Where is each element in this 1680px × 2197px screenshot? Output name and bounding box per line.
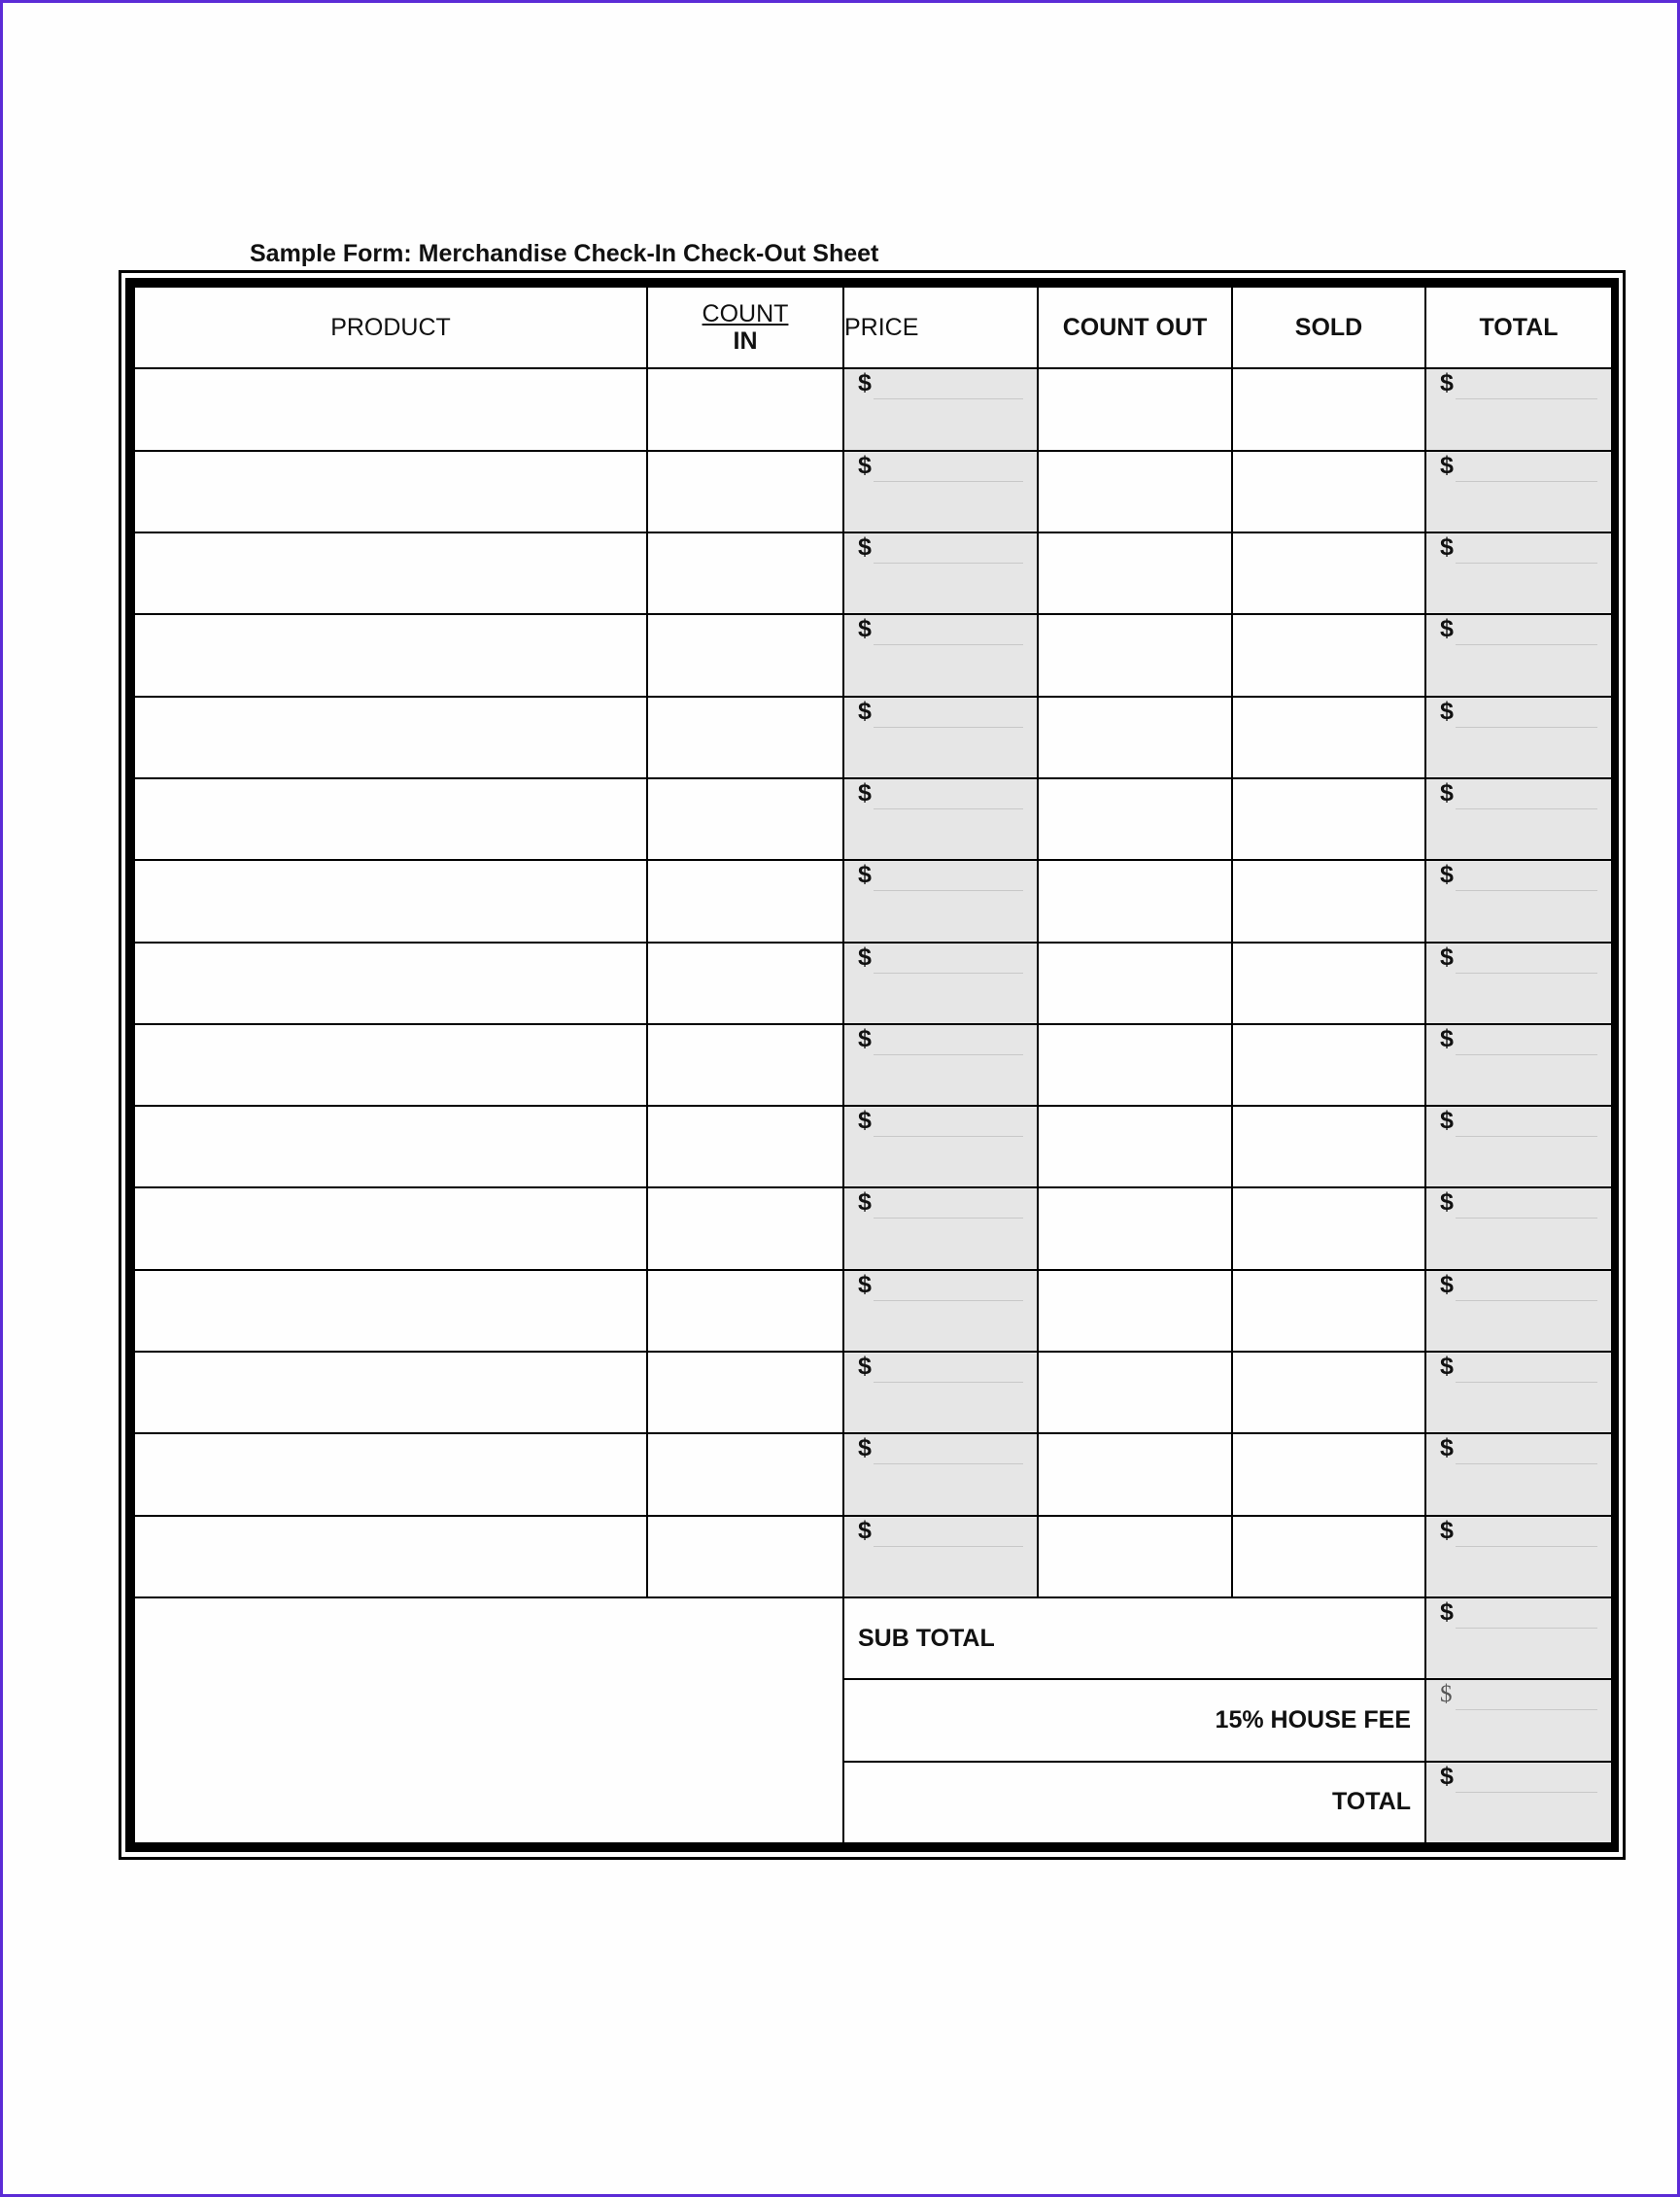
total-cell[interactable] bbox=[1425, 860, 1612, 942]
price-cell[interactable] bbox=[843, 1270, 1038, 1352]
dollar-sign: $ bbox=[1440, 1024, 1454, 1052]
price-cell[interactable] bbox=[843, 943, 1038, 1024]
total-cell[interactable] bbox=[1425, 1270, 1612, 1352]
total-cell[interactable] bbox=[1425, 1433, 1612, 1515]
sold-cell[interactable] bbox=[1232, 614, 1425, 696]
count-in-cell[interactable] bbox=[647, 943, 843, 1024]
fill-line bbox=[874, 563, 1023, 564]
fill-line bbox=[874, 644, 1023, 645]
grand-total-label: TOTAL bbox=[1331, 1788, 1411, 1816]
dollar-sign: $ bbox=[858, 451, 872, 479]
fill-line bbox=[1456, 1792, 1597, 1793]
product-cell[interactable] bbox=[134, 1352, 647, 1433]
count-in-cell[interactable] bbox=[647, 1270, 843, 1352]
count-out-cell[interactable] bbox=[1038, 368, 1232, 450]
price-cell[interactable] bbox=[843, 1024, 1038, 1106]
total-cell[interactable] bbox=[1425, 697, 1612, 778]
count-in-cell[interactable] bbox=[647, 1516, 843, 1597]
dollar-sign: $ bbox=[858, 778, 872, 807]
table-row bbox=[134, 1106, 1612, 1187]
dollar-sign: $ bbox=[858, 369, 872, 397]
fill-line bbox=[874, 1300, 1023, 1301]
total-cell[interactable] bbox=[1425, 1187, 1612, 1269]
total-cell[interactable] bbox=[1425, 778, 1612, 860]
product-cell[interactable] bbox=[134, 451, 647, 532]
price-cell[interactable] bbox=[843, 1187, 1038, 1269]
fill-line bbox=[1456, 1709, 1597, 1710]
sold-cell[interactable] bbox=[1232, 943, 1425, 1024]
fill-line bbox=[1456, 890, 1597, 891]
header-count-out: COUNT OUT bbox=[1038, 287, 1232, 368]
table-row bbox=[134, 1516, 1612, 1597]
product-cell[interactable] bbox=[134, 368, 647, 450]
count-out-cell[interactable] bbox=[1038, 1516, 1232, 1597]
dollar-sign: $ bbox=[858, 861, 872, 889]
sold-cell[interactable] bbox=[1232, 1433, 1425, 1515]
dollar-sign: $ bbox=[1440, 1681, 1453, 1708]
table-row bbox=[134, 1187, 1612, 1269]
count-out-cell[interactable] bbox=[1038, 614, 1232, 696]
total-cell[interactable] bbox=[1425, 451, 1612, 532]
dollar-sign: $ bbox=[1440, 943, 1454, 971]
fill-line bbox=[1456, 727, 1597, 728]
house-fee-value-cell[interactable] bbox=[1425, 1679, 1612, 1761]
total-cell[interactable] bbox=[1425, 1024, 1612, 1106]
sold-cell[interactable] bbox=[1232, 532, 1425, 614]
table-row bbox=[134, 451, 1612, 532]
total-cell[interactable] bbox=[1425, 943, 1612, 1024]
fill-line bbox=[874, 727, 1023, 728]
count-out-cell[interactable] bbox=[1038, 1187, 1232, 1269]
fill-line bbox=[1456, 1463, 1597, 1464]
count-out-cell[interactable] bbox=[1038, 697, 1232, 778]
header-price: PRICE bbox=[843, 287, 1038, 368]
product-cell[interactable] bbox=[134, 1270, 647, 1352]
product-cell[interactable] bbox=[134, 532, 647, 614]
header-total: TOTAL bbox=[1425, 287, 1612, 368]
product-cell[interactable] bbox=[134, 1187, 647, 1269]
dollar-sign: $ bbox=[858, 532, 872, 561]
fill-line bbox=[874, 1218, 1023, 1219]
product-cell[interactable] bbox=[134, 614, 647, 696]
product-cell[interactable] bbox=[134, 943, 647, 1024]
count-out-cell[interactable] bbox=[1038, 1106, 1232, 1187]
count-in-cell[interactable] bbox=[647, 532, 843, 614]
count-in-cell[interactable] bbox=[647, 1024, 843, 1106]
count-in-cell[interactable] bbox=[647, 614, 843, 696]
dollar-sign: $ bbox=[1440, 778, 1454, 807]
fill-line bbox=[1456, 1628, 1597, 1629]
fill-line bbox=[874, 808, 1023, 809]
count-in-cell[interactable] bbox=[647, 1433, 843, 1515]
fill-line bbox=[1456, 563, 1597, 564]
count-out-cell[interactable] bbox=[1038, 860, 1232, 942]
total-cell[interactable] bbox=[1425, 614, 1612, 696]
count-in-cell[interactable] bbox=[647, 778, 843, 860]
price-cell[interactable] bbox=[843, 614, 1038, 696]
sold-cell[interactable] bbox=[1232, 1187, 1425, 1269]
fill-line bbox=[874, 1054, 1023, 1055]
sold-cell[interactable] bbox=[1232, 778, 1425, 860]
fill-line bbox=[874, 1463, 1023, 1464]
dollar-sign: $ bbox=[1440, 451, 1454, 479]
count-out-cell[interactable] bbox=[1038, 1270, 1232, 1352]
dollar-sign: $ bbox=[1440, 1107, 1454, 1135]
count-out-cell[interactable] bbox=[1038, 1024, 1232, 1106]
sold-cell[interactable] bbox=[1232, 368, 1425, 450]
count-in-cell[interactable] bbox=[647, 1352, 843, 1433]
header-sold: SOLD bbox=[1232, 287, 1425, 368]
dollar-sign: $ bbox=[1440, 1188, 1454, 1217]
dollar-sign: $ bbox=[858, 1434, 872, 1462]
table-row bbox=[134, 614, 1612, 696]
form-title: Sample Form: Merchandise Check-In Check-Out Sheet bbox=[250, 240, 879, 267]
fill-line bbox=[1456, 1136, 1597, 1137]
dollar-sign: $ bbox=[1440, 1270, 1454, 1298]
table-row bbox=[134, 1270, 1612, 1352]
dollar-sign: $ bbox=[1440, 532, 1454, 561]
total-cell[interactable] bbox=[1425, 368, 1612, 450]
grand-total-label-cell bbox=[843, 1762, 1425, 1843]
house-fee-label: 15% HOUSE FEE bbox=[1215, 1705, 1411, 1734]
table-row bbox=[134, 368, 1612, 450]
notes-area[interactable] bbox=[134, 1597, 843, 1843]
fill-line bbox=[1456, 1546, 1597, 1547]
fill-line bbox=[1456, 1382, 1597, 1383]
dollar-sign: $ bbox=[858, 1188, 872, 1217]
total-cell[interactable] bbox=[1425, 532, 1612, 614]
table-row bbox=[134, 943, 1612, 1024]
table-row bbox=[134, 778, 1612, 860]
total-cell[interactable] bbox=[1425, 1352, 1612, 1433]
dollar-sign: $ bbox=[858, 1353, 872, 1381]
table-row bbox=[134, 860, 1612, 942]
product-cell[interactable] bbox=[134, 1106, 647, 1187]
dollar-sign: $ bbox=[858, 1516, 872, 1544]
total-cell[interactable] bbox=[1425, 1516, 1612, 1597]
price-cell[interactable] bbox=[843, 451, 1038, 532]
count-in-cell[interactable] bbox=[647, 1106, 843, 1187]
count-in-cell[interactable] bbox=[647, 1187, 843, 1269]
price-cell[interactable] bbox=[843, 532, 1038, 614]
product-cell[interactable] bbox=[134, 860, 647, 942]
sold-cell[interactable] bbox=[1232, 451, 1425, 532]
fill-line bbox=[874, 1136, 1023, 1137]
count-out-cell[interactable] bbox=[1038, 943, 1232, 1024]
fill-line bbox=[1456, 973, 1597, 974]
count-in-cell[interactable] bbox=[647, 860, 843, 942]
table-row bbox=[134, 1352, 1612, 1433]
grand-total-value-cell[interactable] bbox=[1425, 1762, 1612, 1843]
dollar-sign: $ bbox=[1440, 1434, 1454, 1462]
product-cell[interactable] bbox=[134, 697, 647, 778]
fill-line bbox=[1456, 481, 1597, 482]
fill-line bbox=[1456, 808, 1597, 809]
count-out-cell[interactable] bbox=[1038, 778, 1232, 860]
dollar-sign: $ bbox=[858, 1024, 872, 1052]
fill-line bbox=[1456, 644, 1597, 645]
fill-line bbox=[1456, 398, 1597, 399]
sold-cell[interactable] bbox=[1232, 1106, 1425, 1187]
total-cell[interactable] bbox=[1425, 1106, 1612, 1187]
fill-line bbox=[1456, 1218, 1597, 1219]
table-row bbox=[134, 532, 1612, 614]
fill-line bbox=[1456, 1300, 1597, 1301]
price-cell[interactable] bbox=[843, 368, 1038, 450]
dollar-sign: $ bbox=[1440, 1353, 1454, 1381]
dollar-sign: $ bbox=[1440, 861, 1454, 889]
table-row bbox=[134, 1433, 1612, 1515]
price-cell[interactable] bbox=[843, 1433, 1038, 1515]
price-cell[interactable] bbox=[843, 1352, 1038, 1433]
count-in-cell[interactable] bbox=[647, 697, 843, 778]
dollar-sign: $ bbox=[858, 1270, 872, 1298]
dollar-sign: $ bbox=[858, 1107, 872, 1135]
subtotal-value-cell[interactable] bbox=[1425, 1597, 1612, 1679]
sold-cell[interactable] bbox=[1232, 1516, 1425, 1597]
header-count-in: COUNT IN bbox=[647, 287, 843, 368]
subtotal-row bbox=[134, 1597, 1612, 1679]
dollar-sign: $ bbox=[1440, 697, 1454, 725]
subtotal-label: SUB TOTAL bbox=[858, 1624, 995, 1652]
price-cell[interactable] bbox=[843, 1106, 1038, 1187]
fill-line bbox=[1456, 1054, 1597, 1055]
dollar-sign: $ bbox=[858, 697, 872, 725]
count-in-cell[interactable] bbox=[647, 451, 843, 532]
fill-line bbox=[874, 973, 1023, 974]
dollar-sign: $ bbox=[858, 615, 872, 643]
count-out-cell[interactable] bbox=[1038, 532, 1232, 614]
price-cell[interactable] bbox=[843, 778, 1038, 860]
dollar-sign: $ bbox=[858, 943, 872, 971]
table-row bbox=[134, 1024, 1612, 1106]
sold-cell[interactable] bbox=[1232, 697, 1425, 778]
price-cell[interactable] bbox=[843, 1516, 1038, 1597]
count-in-cell[interactable] bbox=[647, 368, 843, 450]
count-out-cell[interactable] bbox=[1038, 1433, 1232, 1515]
header-row bbox=[134, 287, 1612, 368]
header-product: PRODUCT bbox=[134, 287, 647, 368]
house-fee-label-cell bbox=[843, 1679, 1425, 1761]
dollar-sign: $ bbox=[1440, 1516, 1454, 1544]
fill-line bbox=[874, 481, 1023, 482]
dollar-sign: $ bbox=[1440, 615, 1454, 643]
fill-line bbox=[874, 1546, 1023, 1547]
sold-cell[interactable] bbox=[1232, 1352, 1425, 1433]
dollar-sign: $ bbox=[1440, 1762, 1454, 1790]
fill-line bbox=[874, 890, 1023, 891]
product-cell[interactable] bbox=[134, 1024, 647, 1106]
fill-line bbox=[874, 1382, 1023, 1383]
dollar-sign: $ bbox=[1440, 1598, 1454, 1626]
sold-cell[interactable] bbox=[1232, 1024, 1425, 1106]
price-cell[interactable] bbox=[843, 860, 1038, 942]
fill-line bbox=[874, 398, 1023, 399]
count-out-cell[interactable] bbox=[1038, 1352, 1232, 1433]
table-row bbox=[134, 697, 1612, 778]
price-cell[interactable] bbox=[843, 697, 1038, 778]
merchandise-table bbox=[133, 286, 1613, 1844]
product-cell[interactable] bbox=[134, 1433, 647, 1515]
sold-cell[interactable] bbox=[1232, 1270, 1425, 1352]
sold-cell[interactable] bbox=[1232, 860, 1425, 942]
product-cell[interactable] bbox=[134, 1516, 647, 1597]
product-cell[interactable] bbox=[134, 778, 647, 860]
dollar-sign: $ bbox=[1440, 369, 1454, 397]
subtotal-label-cell bbox=[843, 1597, 1425, 1679]
count-out-cell[interactable] bbox=[1038, 451, 1232, 532]
